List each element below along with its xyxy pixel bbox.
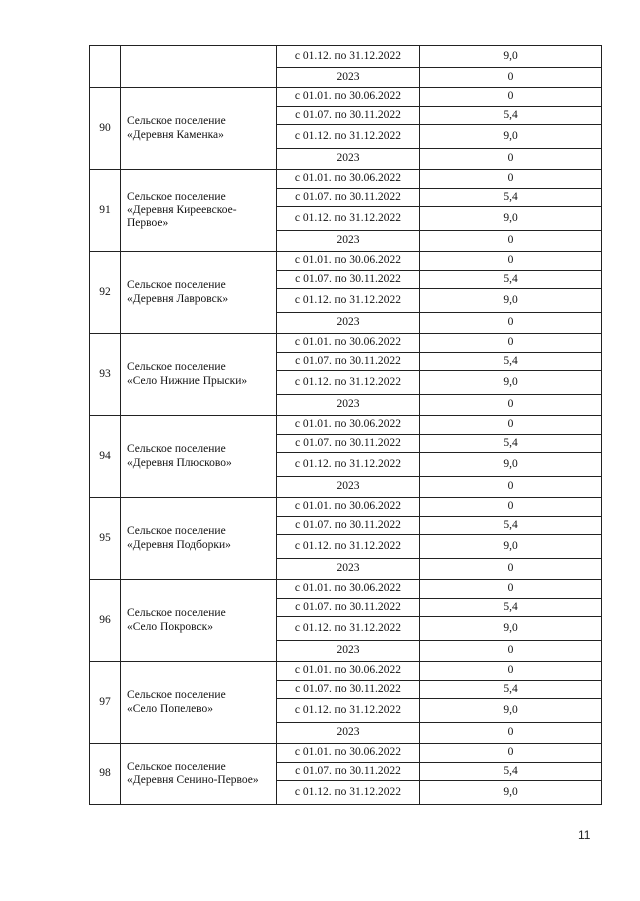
period-label: с 01.07. по 30.11.2022 — [277, 517, 420, 535]
settlement-name-line: Сельское поселение — [127, 361, 226, 374]
settlement-name-line: Сельское поселение — [127, 607, 226, 620]
tariff-table — [89, 45, 602, 805]
settlement-name-cell — [121, 498, 277, 580]
period-label: с 01.12. по 31.12.2022 — [277, 699, 420, 723]
period-label: с 01.07. по 30.11.2022 — [277, 599, 420, 617]
rate-value: 9,0 — [420, 699, 602, 723]
rate-value: 0 — [420, 170, 602, 189]
settlement-name-cell — [121, 46, 277, 88]
rate-value: 0 — [420, 477, 602, 498]
rate-value: 0 — [420, 334, 602, 353]
entry-number: 92 — [90, 252, 121, 334]
settlement-name-cell — [121, 662, 277, 744]
rate-value: 9,0 — [420, 617, 602, 641]
rate-value: 9,0 — [420, 125, 602, 149]
rate-value: 0 — [420, 559, 602, 580]
settlement-name-cell — [121, 416, 277, 498]
rate-value: 0 — [420, 723, 602, 744]
year-label: 2023 — [277, 149, 420, 170]
rate-value: 0 — [420, 68, 602, 88]
period-label: с 01.07. по 30.11.2022 — [277, 681, 420, 699]
rate-value: 5,4 — [420, 107, 602, 125]
rate-value: 0 — [420, 88, 602, 107]
settlement-name-line: Сельское поселение — [127, 115, 226, 128]
settlement-name-line: Сельское поселение — [127, 443, 226, 456]
year-label: 2023 — [277, 68, 420, 88]
year-label: 2023 — [277, 641, 420, 662]
period-label: с 01.07. по 30.11.2022 — [277, 763, 420, 781]
period-label: с 01.07. по 30.11.2022 — [277, 271, 420, 289]
settlement-name-cell — [121, 580, 277, 662]
table-body — [90, 46, 602, 805]
year-label: 2023 — [277, 723, 420, 744]
rate-value: 0 — [420, 252, 602, 271]
year-label: 2023 — [277, 231, 420, 252]
settlement-name-cell — [121, 170, 277, 252]
rate-value: 5,4 — [420, 599, 602, 617]
period-label: с 01.12. по 31.12.2022 — [277, 617, 420, 641]
settlement-name-line: Сельское поселение — [127, 279, 226, 292]
settlement-name-line: «Село Нижние Прыски» — [127, 374, 248, 387]
page-number: 11 — [578, 828, 591, 842]
period-label: с 01.12. по 31.12.2022 — [277, 46, 420, 68]
settlement-name-line: «Деревня Сенино-Первое» — [127, 774, 259, 786]
period-label: с 01.07. по 30.11.2022 — [277, 107, 420, 125]
entry-number: 91 — [90, 170, 121, 252]
rate-value: 5,4 — [420, 517, 602, 535]
year-label: 2023 — [277, 477, 420, 498]
table-row — [90, 662, 602, 681]
year-label: 2023 — [277, 313, 420, 334]
table-row — [90, 252, 602, 271]
rate-value: 9,0 — [420, 371, 602, 395]
period-label: с 01.01. по 30.06.2022 — [277, 498, 420, 517]
rate-value: 5,4 — [420, 763, 602, 781]
settlement-name-line: «Деревня Каменка» — [127, 128, 224, 141]
period-label: с 01.07. по 30.11.2022 — [277, 189, 420, 207]
rate-value: 9,0 — [420, 781, 602, 805]
settlement-name-line: «Село Попелево» — [127, 702, 214, 715]
period-label: с 01.07. по 30.11.2022 — [277, 435, 420, 453]
rate-value: 0 — [420, 580, 602, 599]
table-row — [90, 744, 602, 763]
period-label: с 01.07. по 30.11.2022 — [277, 353, 420, 371]
period-label: с 01.12. по 31.12.2022 — [277, 289, 420, 313]
rate-value: 0 — [420, 313, 602, 334]
period-label: с 01.01. по 30.06.2022 — [277, 170, 420, 189]
rate-value: 9,0 — [420, 46, 602, 68]
settlement-name-line: «Деревня Подборки» — [127, 538, 231, 551]
settlement-name-line: Сельское поселение — [127, 689, 226, 702]
table-row — [90, 416, 602, 435]
rate-value: 9,0 — [420, 289, 602, 313]
period-label: с 01.01. по 30.06.2022 — [277, 416, 420, 435]
entry-number: 98 — [90, 744, 121, 805]
settlement-name-line: «Деревня Киреевское- — [127, 203, 237, 216]
rate-value: 9,0 — [420, 535, 602, 559]
entry-number: 94 — [90, 416, 121, 498]
period-label: с 01.12. по 31.12.2022 — [277, 125, 420, 149]
period-label: с 01.01. по 30.06.2022 — [277, 334, 420, 353]
period-label: с 01.12. по 31.12.2022 — [277, 453, 420, 477]
rate-value: 9,0 — [420, 453, 602, 477]
settlement-name-line: Сельское поселение — [127, 760, 226, 773]
settlement-name-cell — [121, 334, 277, 416]
rate-value: 0 — [420, 744, 602, 763]
rate-value: 5,4 — [420, 189, 602, 207]
rate-value: 0 — [420, 662, 602, 681]
rate-value: 0 — [420, 395, 602, 416]
table-row — [90, 170, 602, 189]
rate-value: 0 — [420, 416, 602, 435]
settlement-name-line: «Село Покровск» — [127, 620, 213, 633]
year-label: 2023 — [277, 559, 420, 580]
rate-value: 5,4 — [420, 681, 602, 699]
rate-value: 0 — [420, 498, 602, 517]
settlement-name-cell — [121, 744, 277, 805]
rate-value: 5,4 — [420, 435, 602, 453]
period-label: с 01.01. по 30.06.2022 — [277, 252, 420, 271]
settlement-name-line: «Деревня Лавровск» — [127, 292, 229, 305]
period-label: с 01.01. по 30.06.2022 — [277, 662, 420, 681]
period-label: с 01.12. по 31.12.2022 — [277, 207, 420, 231]
table-row — [90, 334, 602, 353]
entry-number: 96 — [90, 580, 121, 662]
settlement-name-line: «Деревня Плюсково» — [127, 456, 232, 469]
rate-value: 9,0 — [420, 207, 602, 231]
settlement-name-line: Сельское поселение — [127, 190, 226, 203]
entry-number: 93 — [90, 334, 121, 416]
settlement-name-cell — [121, 252, 277, 334]
period-label: с 01.01. по 30.06.2022 — [277, 580, 420, 599]
rate-value: 5,4 — [420, 271, 602, 289]
period-label: с 01.12. по 31.12.2022 — [277, 371, 420, 395]
rate-value: 0 — [420, 641, 602, 662]
entry-number: 95 — [90, 498, 121, 580]
period-label: с 01.01. по 30.06.2022 — [277, 744, 420, 763]
entry-number: 90 — [90, 88, 121, 170]
entry-number: 97 — [90, 662, 121, 744]
settlement-name-line: Сельское поселение — [127, 525, 226, 538]
settlement-name-line: Первое» — [127, 217, 169, 230]
rate-value: 0 — [420, 149, 602, 170]
settlement-name-cell — [121, 88, 277, 170]
table-row — [90, 46, 602, 68]
table-row — [90, 88, 602, 107]
table-row — [90, 580, 602, 599]
rate-value: 5,4 — [420, 353, 602, 371]
period-label: с 01.12. по 31.12.2022 — [277, 535, 420, 559]
period-label: с 01.01. по 30.06.2022 — [277, 88, 420, 107]
year-label: 2023 — [277, 395, 420, 416]
table-row — [90, 498, 602, 517]
period-label: с 01.12. по 31.12.2022 — [277, 781, 420, 805]
entry-number — [90, 46, 121, 88]
rate-value: 0 — [420, 231, 602, 252]
